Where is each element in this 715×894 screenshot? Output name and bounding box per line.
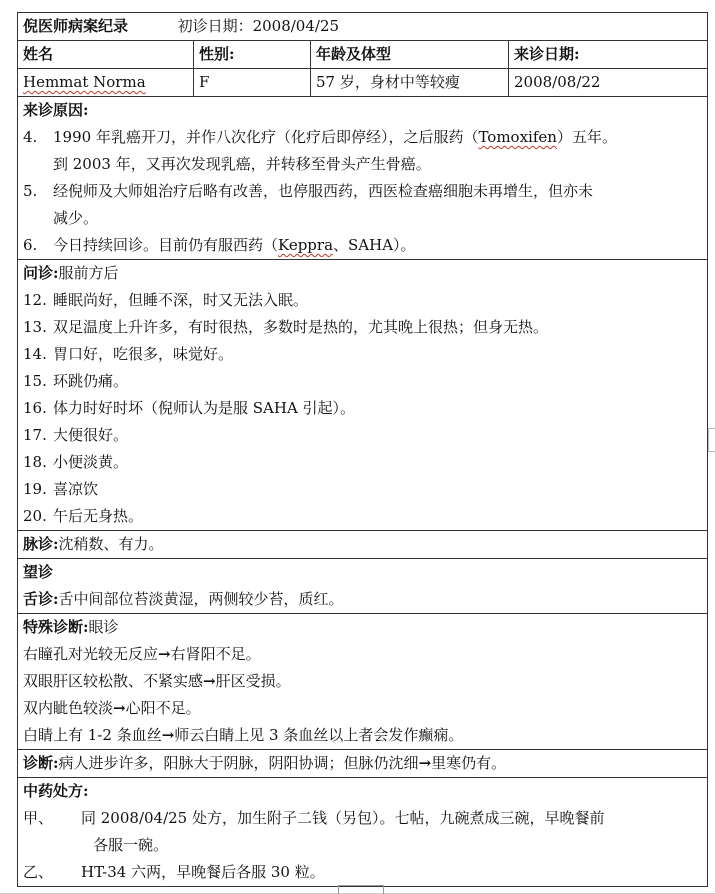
inquiry-item-number: 15. (23, 372, 47, 390)
inquiry-item (23, 314, 702, 341)
pulse-text: 沈稍数、有力。 (58, 535, 164, 553)
inquiry-item (23, 395, 702, 422)
record-table (17, 12, 708, 887)
inquiry-item-text: 双足温度上升许多，有时很热，多数时是热的，尤其晚上很热；但身无热。 (53, 318, 549, 336)
reason-label: 来诊原因: (23, 101, 89, 119)
prescription-mark: 甲、 (23, 809, 54, 827)
diagnosis-result: 里寒仍有。 (431, 754, 507, 772)
arrow-right-icon: → (161, 726, 175, 744)
reason-item-number: 4. (23, 128, 38, 146)
observe-section (18, 559, 708, 614)
inquiry-item-number: 13. (23, 318, 47, 336)
inquiry-item-number: 19. (23, 480, 47, 498)
special-label: 特殊诊断: (23, 618, 89, 636)
reason-item (23, 232, 702, 259)
col-name-header: 姓名 (18, 41, 194, 69)
inquiry-item-text: 环跳仍痛。 (53, 372, 129, 390)
reason-item (23, 178, 702, 205)
diagnosis-text: 病人进步许多，阳脉大于阴脉，阴阳协调；但脉仍沈细 (58, 754, 419, 772)
record-title: 倪医师病案纪录 (23, 17, 129, 35)
arrow-right-icon: → (203, 672, 216, 690)
inquiry-item-number: 14. (23, 345, 47, 363)
page-bottom-marker (338, 885, 384, 894)
inquiry-item (23, 341, 702, 368)
special-cell (18, 614, 708, 750)
reason-item-text: ）五年。 (556, 128, 617, 146)
patient-row (18, 69, 708, 97)
finding-text: 右瞳孔对光较无反应 (23, 645, 159, 663)
reason-item-number: 6. (23, 236, 38, 254)
inquiry-item-text: 午后无身热。 (53, 507, 144, 525)
inquiry-item-number: 20. (23, 507, 47, 525)
inquiry-label: 问诊: (23, 264, 59, 282)
arrow-right-icon: → (418, 754, 432, 772)
drug-name: Keppra (278, 236, 334, 254)
inquiry-item (23, 449, 702, 476)
prescription-continuation: 各服一碗。 (93, 836, 169, 854)
special-finding (23, 722, 702, 749)
finding-text: 双内眦色较淡 (23, 699, 114, 717)
inquiry-item (23, 476, 702, 503)
inquiry-item (23, 422, 702, 449)
patient-name-cell (18, 69, 194, 97)
special-finding (23, 668, 702, 695)
column-header-row (18, 41, 708, 69)
inquiry-item-text: 体力时好时坏（倪师认为是服 SAHA 引起）。 (53, 399, 356, 417)
medical-record-sheet (17, 12, 707, 887)
finding-result: 师云白睛上见 3 条血丝以上者会发作癫痫。 (174, 726, 464, 744)
header-row (18, 13, 708, 41)
special-section (18, 614, 708, 750)
prescription-item (23, 805, 702, 832)
special-heading (23, 614, 702, 641)
reason-item-text: 今日持续回诊。目前仍有服西药（ (53, 236, 279, 254)
pulse-section (18, 531, 708, 559)
prescription-section (18, 778, 708, 887)
arrow-right-icon: → (113, 699, 126, 717)
inquiry-cell (18, 260, 708, 531)
prescription-cell (18, 778, 708, 887)
prescription-label: 中药处方: (23, 782, 89, 800)
diagnosis-cell (18, 750, 708, 778)
reason-item (23, 124, 702, 151)
pulse-cell (18, 531, 708, 559)
inquiry-item-number: 16. (23, 399, 47, 417)
prescription-mark: 乙、 (23, 863, 54, 881)
drug-name: Tomoxifen (478, 128, 557, 146)
inquiry-item (23, 503, 702, 530)
diagnosis-label: 诊断: (23, 754, 59, 772)
inquiry-item-number: 12. (23, 291, 47, 309)
first-visit-date: 初诊日期：2008/04/25 (177, 17, 340, 35)
prescription-item (23, 859, 702, 886)
inquiry-item-text: 睡眠尚好，但睡不深，时又无法入眠。 (53, 291, 309, 309)
special-finding (23, 695, 702, 722)
special-finding (23, 641, 702, 668)
finding-text: 双眼肝区较松散、不紧实感 (23, 672, 204, 690)
patient-age-build: 57 岁，身材中等较瘦 (311, 69, 509, 97)
finding-result: 肝区受损。 (215, 672, 291, 690)
col-sex-header: 性别: (194, 41, 311, 69)
col-age-header: 年龄及体型 (311, 41, 509, 69)
finding-text: 白睛上有 1-2 条血丝 (23, 726, 162, 744)
reason-item-text: 1990 年乳癌开刀，并作八次化疗（化疗后即停经），之后服药（ (53, 128, 479, 146)
inquiry-item-text: 大便很好。 (53, 426, 129, 444)
prescription-text: 同 2008/04/25 处方，加生附子二钱（另包）。七帖，九碗煮成三碗，早晚餐前 (81, 809, 605, 827)
arrow-right-icon: → (158, 645, 171, 663)
inquiry-item-text: 喜凉饮 (53, 480, 99, 498)
patient-name: Hemmat Norma (23, 73, 146, 91)
reason-item-text: 经倪师及大师姐治疗后略有改善，也停服西药，西医检查癌细胞未再增生，但亦未 (53, 182, 594, 200)
patient-sex: F (194, 69, 311, 97)
special-note: 眼诊 (88, 618, 119, 636)
reason-cell (18, 97, 708, 260)
inquiry-item-number: 17. (23, 426, 47, 444)
observe-label: 望诊 (23, 563, 54, 581)
patient-visit-date: 2008/08/22 (509, 69, 708, 97)
inquiry-heading (23, 260, 702, 287)
observe-cell (18, 559, 708, 614)
tongue-label: 舌诊: (23, 590, 59, 608)
reason-item-continuation: 减少。 (53, 209, 99, 227)
header-cell (18, 13, 708, 41)
inquiry-item (23, 287, 702, 314)
inquiry-item (23, 368, 702, 395)
diagnosis-section (18, 750, 708, 778)
tongue-text: 舌中间部位苔淡黄湿，两侧较少苔，质红。 (58, 590, 344, 608)
prescription-text: HT-34 六两，早晚餐后各服 30 粒。 (81, 863, 325, 881)
pulse-label: 脉诊: (23, 535, 59, 553)
page-edge-marker (708, 428, 715, 452)
finding-result: 心阳不足。 (125, 699, 201, 717)
finding-result: 右肾阳不足。 (170, 645, 261, 663)
inquiry-note: 服前方后 (58, 264, 119, 282)
inquiry-item-text: 小便淡黄。 (53, 453, 129, 471)
reason-item-number: 5. (23, 182, 38, 200)
inquiry-section (18, 260, 708, 531)
inquiry-item-text: 胃口好，吃很多，味觉好。 (53, 345, 234, 363)
tongue-line (23, 586, 702, 613)
reason-section (18, 97, 708, 260)
inquiry-item-number: 18. (23, 453, 47, 471)
reason-item-continuation: 到 2003 年，又再次发现乳癌，并转移至骨头产生骨癌。 (53, 155, 431, 173)
reason-item-text: 、SAHA）。 (333, 236, 416, 254)
col-visit-header: 来诊日期: (509, 41, 708, 69)
